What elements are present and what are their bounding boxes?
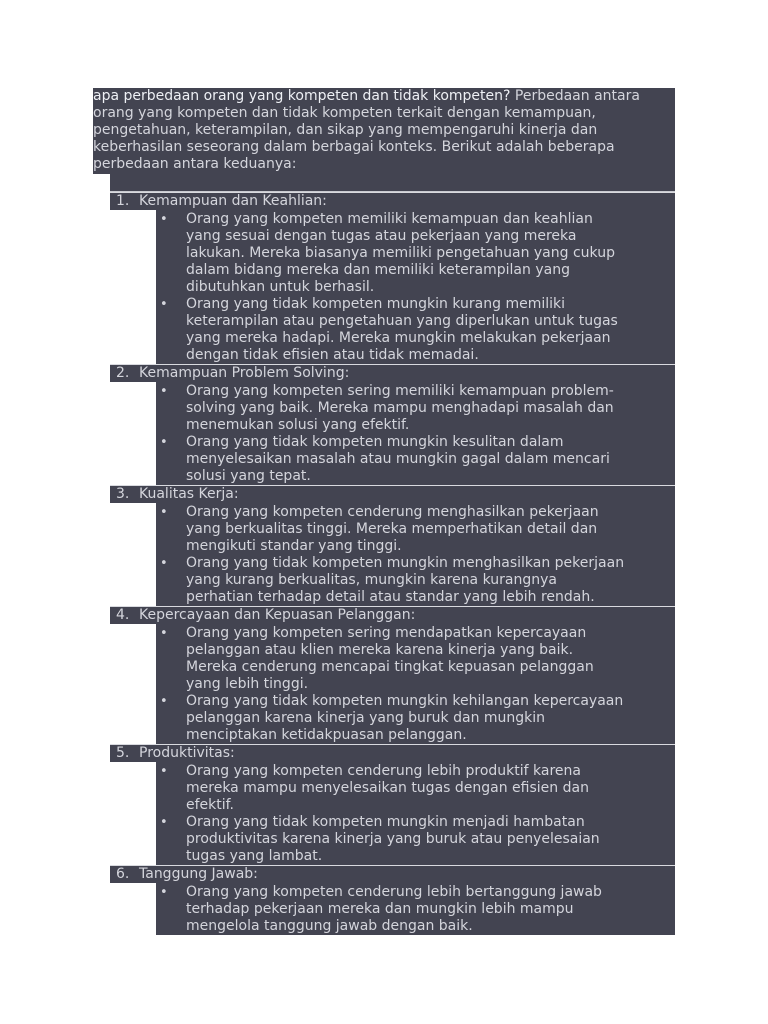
section-number: 4.: [116, 607, 130, 623]
list-item-line: menemukan solusi yang efektif.: [186, 417, 410, 433]
list-item-line: pelanggan karena kinerja yang buruk dan mungkin: [186, 710, 546, 726]
list-item: [156, 763, 675, 814]
bullet-icon: •: [160, 435, 168, 450]
section-number: 5.: [116, 745, 130, 761]
section-heading: [110, 744, 675, 762]
bullet-icon: •: [160, 212, 168, 227]
list-item-line: menyelesaikan masalah atau mungkin gagal dalam mencari: [186, 451, 610, 467]
list-item-line: Orang yang kompeten sering memiliki kemampuan problem-: [186, 383, 614, 399]
list-item-line: menciptakan ketidakpuasan pelanggan.: [186, 727, 467, 743]
list-item-line: yang lebih tinggi.: [186, 676, 309, 692]
list-item: [156, 693, 675, 744]
intro-line: Perbedaan antara: [510, 88, 640, 104]
section-heading: [110, 485, 675, 503]
list-item-line: yang mereka hadapi. Mereka mungkin melakukan pekerjaan: [186, 330, 611, 346]
list-item-line: yang kurang berkualitas, mungkin karena kurangnya: [186, 572, 557, 588]
intro-paragraph: [93, 88, 675, 174]
section-title: Kepercayaan dan Kepuasan Pelanggan:: [139, 607, 416, 623]
list-item-line: solusi yang tepat.: [186, 468, 311, 484]
list-item-line: yang berkualitas tinggi. Mereka memperhatikan detail dan: [186, 521, 598, 537]
list-item-line: dibutuhkan untuk berhasil.: [186, 279, 375, 295]
section-title: Kemampuan Problem Solving:: [139, 365, 350, 381]
section-heading: [110, 606, 675, 624]
list-item-line: Orang yang kompeten cenderung lebih bertanggung jawab: [186, 884, 602, 900]
list-item-line: keterampilan atau pengetahuan yang diperlukan untuk tugas: [186, 313, 618, 329]
bullet-icon: •: [160, 815, 168, 830]
list-item: [156, 884, 675, 935]
list-item: [156, 383, 675, 434]
list-item-line: Mereka cenderung mencapai tingkat kepuasan pelanggan: [186, 659, 594, 675]
bullet-icon: •: [160, 384, 168, 399]
list-item-line: mengikuti standar yang tinggi.: [186, 538, 402, 554]
document: [93, 88, 675, 935]
intro-line: keberhasilan seseorang dalam berbagai konteks. Berikut adalah beberapa: [93, 139, 615, 155]
intro-line: orang yang kompeten dan tidak kompeten terkait dengan kemampuan,: [93, 105, 596, 121]
section-number: 1.: [116, 193, 130, 209]
section-heading: [110, 865, 675, 883]
list-item: [156, 555, 675, 606]
section-title: Tanggung Jawab:: [139, 866, 258, 882]
list-item-line: terhadap pekerjaan mereka dan mungkin lebih mampu: [186, 901, 574, 917]
list-item-line: lakukan. Mereka biasanya memiliki pengetahuan yang cukup: [186, 245, 615, 261]
list-item-line: perhatian terhadap detail atau standar yang lebih rendah.: [186, 589, 595, 605]
bullet-list: [156, 210, 675, 364]
list-item-line: Orang yang tidak kompeten mungkin menjadi hambatan: [186, 814, 585, 830]
list-item-line: pelanggan atau klien mereka karena kinerja yang baik.: [186, 642, 574, 658]
bullet-icon: •: [160, 505, 168, 520]
list-item-line: Orang yang kompeten cenderung menghasilkan pekerjaan: [186, 504, 599, 520]
section-number: 6.: [116, 866, 130, 882]
bullet-list: [156, 503, 675, 606]
bullet-icon: •: [160, 556, 168, 571]
list-item-line: Orang yang kompeten sering mendapatkan kepercayaan: [186, 625, 587, 641]
list-item: [156, 296, 675, 364]
list-item-line: dengan tidak efisien atau tidak memadai.: [186, 347, 479, 363]
list-item: [156, 211, 675, 296]
list-item-line: Orang yang tidak kompeten mungkin kesulitan dalam: [186, 434, 564, 450]
section-title: Kemampuan dan Keahlian:: [139, 193, 327, 209]
list-item-line: mereka mampu menyelesaikan tugas dengan efisien dan: [186, 780, 589, 796]
section-heading: [110, 192, 675, 210]
bullet-list: [156, 624, 675, 744]
bullet-list: [156, 382, 675, 485]
section-number: 3.: [116, 486, 130, 502]
bullet-icon: •: [160, 764, 168, 779]
list-item-line: dalam bidang mereka dan memiliki keterampilan yang: [186, 262, 570, 278]
list-item-line: mengelola tanggung jawab dengan baik.: [186, 918, 473, 934]
list-item-line: yang sesuai dengan tugas atau pekerjaan yang mereka: [186, 228, 577, 244]
list-item: [156, 504, 675, 555]
intro-line: pengetahuan, keterampilan, dan sikap yang mempengaruhi kinerja dan: [93, 122, 598, 138]
list-item-line: Orang yang tidak kompeten mungkin kehilangan kepercayaan: [186, 693, 624, 709]
list-item: [156, 814, 675, 865]
list-item-line: solving yang baik. Mereka mampu menghadapi masalah dan: [186, 400, 614, 416]
list-item-line: Orang yang tidak kompeten mungkin menghasilkan pekerjaan: [186, 555, 625, 571]
list-item-line: Orang yang kompeten cenderung lebih produktif karena: [186, 763, 581, 779]
list-item-line: produktivitas karena kinerja yang buruk atau penyelesaian: [186, 831, 600, 847]
list-item-line: Orang yang kompeten memiliki kemampuan dan keahlian: [186, 211, 593, 227]
intro-question: apa perbedaan orang yang kompeten dan tidak kompeten?: [93, 88, 511, 104]
list-item: [156, 625, 675, 693]
bullet-list: [156, 883, 675, 935]
section-title: Kualitas Kerja:: [139, 486, 239, 502]
bullet-list: [156, 762, 675, 865]
section-title: Produktivitas:: [139, 745, 235, 761]
bullet-icon: •: [160, 626, 168, 641]
bullet-icon: •: [160, 694, 168, 709]
bullet-icon: •: [160, 297, 168, 312]
list-item-line: efektif.: [186, 797, 235, 813]
empty-row: [110, 174, 675, 192]
list-item-line: tugas yang lambat.: [186, 848, 323, 864]
list-item: [156, 434, 675, 485]
list-item-line: Orang yang tidak kompeten mungkin kurang memiliki: [186, 296, 566, 312]
section-list: [93, 192, 675, 935]
intro-line: perbedaan antara keduanya:: [93, 156, 297, 172]
section-number: 2.: [116, 365, 130, 381]
bullet-icon: •: [160, 885, 168, 900]
section-heading: [110, 364, 675, 382]
